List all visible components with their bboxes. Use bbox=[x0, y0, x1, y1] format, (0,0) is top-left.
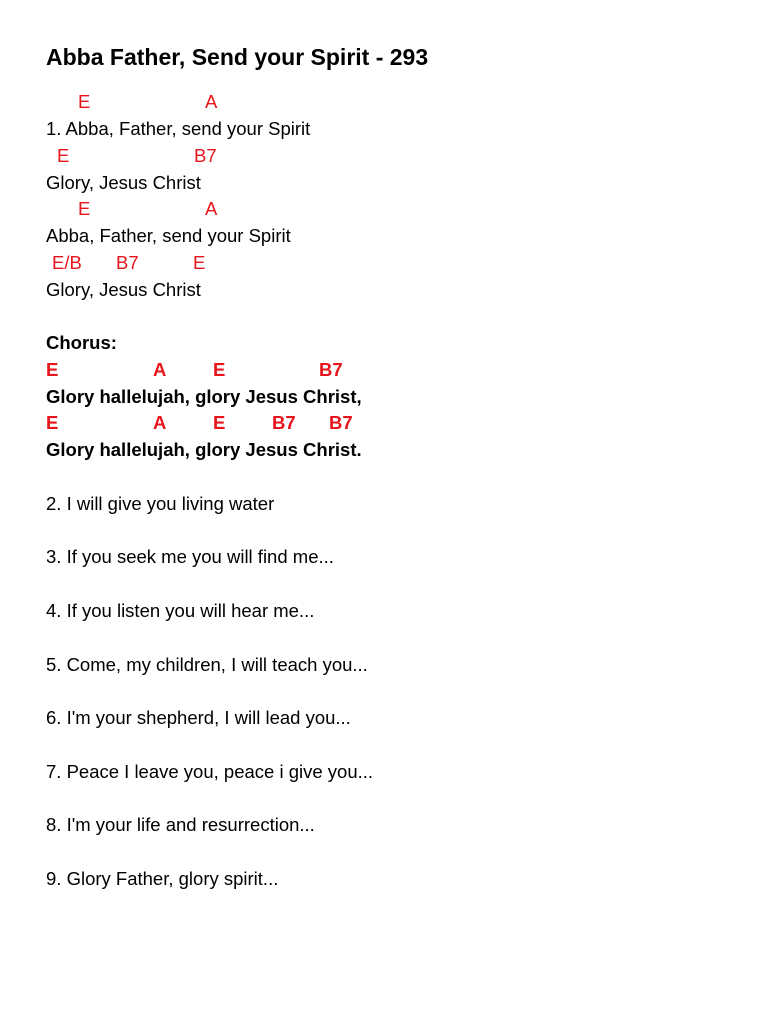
chord: E bbox=[193, 252, 206, 273]
chord: E bbox=[78, 198, 91, 219]
chord: E bbox=[46, 359, 59, 380]
verse-line: 7. Peace I leave you, peace i give you... bbox=[46, 761, 374, 782]
lyric-line: Glory, Jesus Christ bbox=[46, 279, 201, 300]
chord: A bbox=[205, 198, 218, 219]
verse-line: 2. I will give you living water bbox=[46, 493, 275, 514]
chorus-line: Glory hallelujah, glory Jesus Christ, bbox=[46, 386, 362, 407]
chord: A bbox=[205, 91, 218, 112]
chord: B7 bbox=[194, 145, 217, 166]
lyric-line: Glory, Jesus Christ bbox=[46, 172, 201, 193]
song-title: Abba Father, Send your Spirit - 293 bbox=[46, 44, 429, 70]
chord: E bbox=[78, 91, 91, 112]
chord: A bbox=[153, 359, 167, 380]
lyric-line: 1. Abba, Father, send your Spirit bbox=[46, 118, 311, 139]
chord: E bbox=[57, 145, 70, 166]
chord: B7 bbox=[272, 412, 296, 433]
lyric-line: Abba, Father, send your Spirit bbox=[46, 225, 291, 246]
verse-line: 8. I'm your life and resurrection... bbox=[46, 814, 315, 835]
verse-line: 4. If you listen you will hear me... bbox=[46, 600, 315, 621]
chord: B7 bbox=[319, 359, 343, 380]
chord: E bbox=[213, 359, 226, 380]
chord: E/B bbox=[52, 252, 82, 273]
chord: E bbox=[46, 412, 59, 433]
verse-line: 3. If you seek me you will find me... bbox=[46, 546, 334, 567]
verse-line: 6. I'm your shepherd, I will lead you... bbox=[46, 707, 351, 728]
verse-line: 5. Come, my children, I will teach you... bbox=[46, 654, 368, 675]
chord: B7 bbox=[116, 252, 139, 273]
chord: A bbox=[153, 412, 167, 433]
chorus-label: Chorus: bbox=[46, 332, 117, 353]
chord: B7 bbox=[329, 412, 353, 433]
chorus-line: Glory hallelujah, glory Jesus Christ. bbox=[46, 439, 362, 460]
verse-line: 9. Glory Father, glory spirit... bbox=[46, 868, 279, 889]
chord: E bbox=[213, 412, 226, 433]
